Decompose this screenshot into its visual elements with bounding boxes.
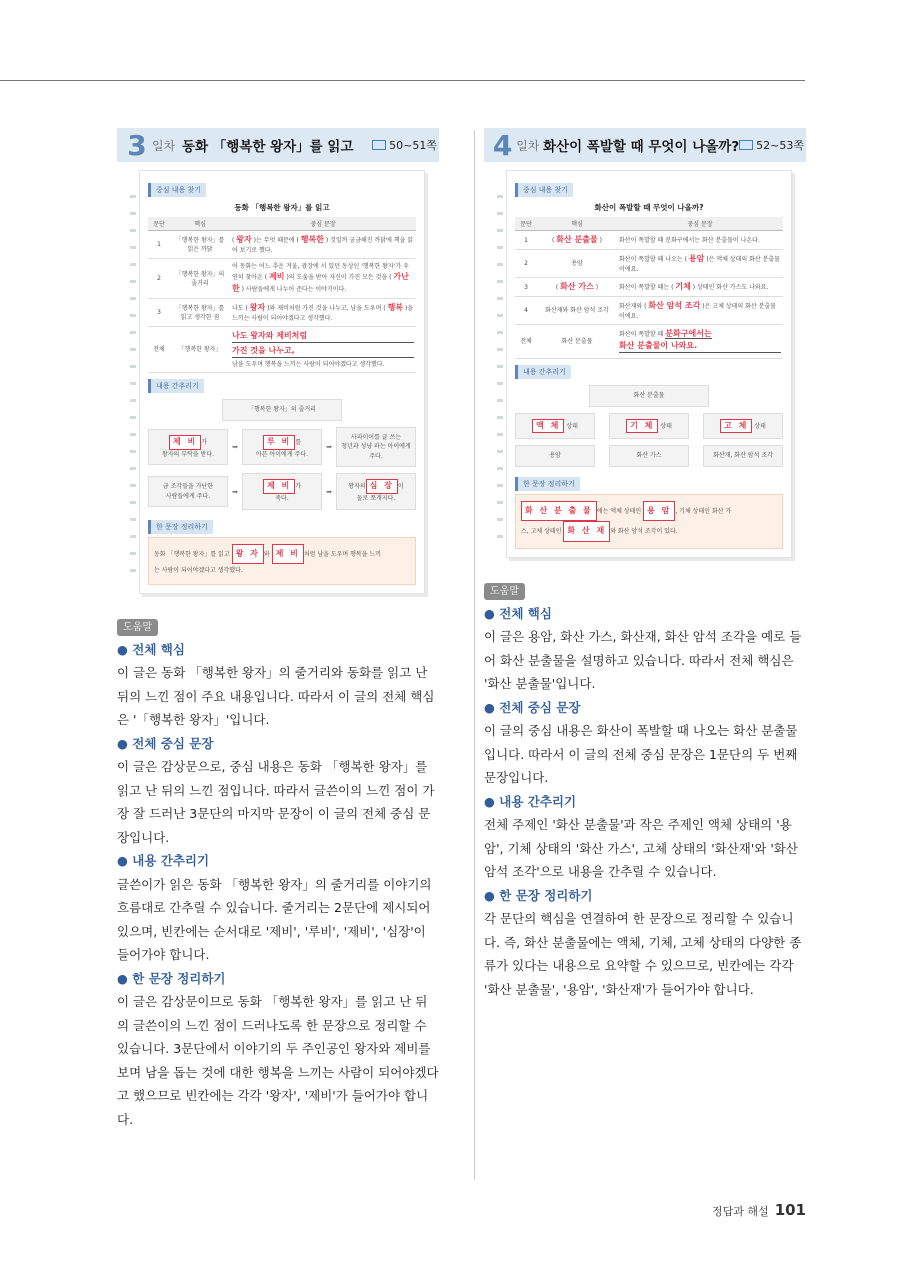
section-tag: 내용 간추리기: [515, 365, 571, 379]
page-reference: 52~53쪽: [739, 137, 804, 153]
state-example: 화산 가스: [609, 445, 689, 467]
table-title: 동화 「행복한 왕자」를 읽고: [234, 203, 330, 212]
help-text: 이 글은 동화 「행복한 왕자」의 줄거리와 동화를 읽고 난 뒤의 느낀 점이 주요 내용입니다. 따라서 이 글의 전체 핵심은 '「행복한 왕자」'입니다.: [117, 665, 435, 728]
column-divider: [474, 130, 475, 1180]
section-tag: 내용 간추리기: [148, 379, 204, 393]
section-tag: 한 문장 정리하기: [515, 477, 580, 491]
help-text: 이 글은 용암, 화산 가스, 화산재, 화산 암석 조각을 예로 들어 화산 분출물을 설명하고 있습니다. 따라서 전체 핵심은 '화산 분출물'입니다.: [484, 629, 802, 692]
help-heading: ● 전체 핵심: [117, 638, 439, 662]
state-box: 기 체 상태: [609, 413, 689, 440]
answer-card: [506, 170, 792, 558]
help-tag: 도움말: [484, 583, 525, 600]
section-tag: 한 문장 정리하기: [148, 520, 213, 534]
section-tag: 중심 내용 찾기: [515, 183, 573, 197]
state-box: 고 체 상태: [703, 413, 783, 440]
one-sentence-box: 화 산 분 출 물 에는 액체 상태인 용 암 , 기체 상태인 화산 가 스, 고체 상태인 화 산 재 와 화산 암석 조각이 있다.: [515, 494, 783, 549]
summary-box: 금 조각들을 가난한 사람들에게 주다.: [148, 476, 228, 507]
table-title: 화산이 폭발할 때 무엇이 나올까?: [594, 203, 704, 212]
summary-box: 사파이어를 글 쓰는 청년과 성냥 파는 아이에게 주다.: [336, 427, 416, 468]
help-text: 전체 주제인 '화산 분출물'과 작은 주제인 액체 상태의 '용암', 기체 상태의 '화산 가스', 고체 상태의 '화산재'와 '화산 암석 조각'으로 내용을 간추릴 수 있습니다.: [484, 817, 798, 880]
summary-topic: 화산 분출물: [589, 385, 709, 407]
book-icon: [739, 140, 753, 150]
help-text: 이 글은 감상문이므로 동화 「행복한 왕자」를 읽고 난 뒤의 글쓴이의 느낀 점이 드러나도록 한 문장으로 정리할 수 있습니다. 3문단에서 이야기의 두 주인공인 왕자와 제비를 보며 남을 돕는 것에 대한 행복을 느끼는 사람이 되어야겠다고 했으므로 빈칸에는 각각 '왕자', '제비'가 들어가야 합니다.: [117, 994, 439, 1127]
page-number: 101: [774, 1201, 806, 1219]
summary-flow: [148, 427, 416, 510]
summary-box: 왕자의 심 장 이 둘로 쪼개지다.: [336, 473, 416, 509]
center-table: 문단 핵심 중심 문장 1 「행복한 왕자」를 읽은 까닭 ( 왕자 )는 무엇 때문에 ( 행복한 ) 것일까 궁금해진 까닭에 책을 읽어 보기로 했다. 2 「행복한 왕자」의 줄거리 어 동화는 어느 추운 겨울, 광장에 서 있던 동상인 '행복한 왕자'가 우연히 찾아온 ( 제비 )의 도움을 받아 자신이 가진 모든 것을 ( 가난한 ) 사람들에게 나누어 준다는 이야기이다. 3 「행복한 왕자」를 읽고 생각한 점 나도 ( 왕자 )와 제비처럼 가진 것을 나누고, 남을 도우며 ( 행복 )을 느끼는 사람이 되어야겠다고 생각했다. 전체 「행복한 왕자」 나도 왕자와 제비처럼 가진 것을 나누고, 남을 도우며 행복을 느끼는 사람이 되어야겠다고 생각했다.: [148, 217, 416, 373]
help-heading: ● 전체 중심 문장: [484, 696, 806, 720]
day-header: [484, 128, 806, 162]
table-row: 전체 「행복한 왕자」 나도 왕자와 제비처럼 가진 것을 나누고, 남을 도우며 행복을 느끼는 사람이 되어야겠다고 생각했다.: [148, 327, 416, 373]
summary-topic: 「행복한 왕자」의 줄거리: [222, 399, 342, 421]
help-text: 이 글의 중심 내용은 화산이 폭발할 때 나오는 화산 분출물입니다. 따라서 이 글의 전체 중심 문장은 1문단의 두 번째 문장입니다.: [484, 723, 798, 786]
arrow-icon: ➡: [232, 487, 238, 496]
left-column: [117, 128, 439, 1131]
arrow-icon: ➡: [326, 487, 332, 496]
day-label: 일차: [516, 138, 540, 153]
help-tag: 도움말: [117, 619, 158, 636]
book-icon: [372, 140, 386, 150]
right-column: [484, 128, 806, 1001]
one-sentence-box: 동화 「행복한 왕자」를 읽고 왕 자 와 제 비 처럼 남을 도우며 행복을 느끼 는 사람이 되어야겠다고 생각했다.: [148, 537, 416, 585]
day-header: [117, 128, 439, 162]
day-label: 일차: [152, 138, 176, 153]
state-grid: [515, 413, 783, 467]
help-heading: ● 내용 간추리기: [117, 849, 439, 873]
arrow-icon: ➡: [326, 442, 332, 451]
help-heading: ● 한 문장 정리하기: [484, 884, 806, 908]
table-row: 1 ( 화산 분출물 ) 화산이 폭발할 때 분화구에서는 화산 분출물이 나온다.: [515, 231, 783, 250]
top-rule: [0, 80, 805, 81]
help-heading: ● 전체 중심 문장: [117, 732, 439, 756]
table-row: 4 화산재와 화산 암석 조각 화산재와 ( 화산 암석 조각 )은 고체 상태의 화산 분출물이에요.: [515, 297, 783, 325]
answer-card: [139, 170, 425, 594]
day-number: 3: [127, 128, 147, 162]
day-number: 4: [492, 128, 513, 162]
state-example: 화산재, 화산 암석 조각: [703, 445, 783, 467]
table-row: 3 「행복한 왕자」를 읽고 생각한 점 나도 ( 왕자 )와 제비처럼 가진 것을 나누고, 남을 도우며 ( 행복 )을 느끼는 사람이 되어야겠다고 생각했다.: [148, 299, 416, 327]
help-heading: ● 한 문장 정리하기: [117, 967, 439, 991]
lesson-title: 동화 「행복한 왕자」를 읽고: [182, 139, 354, 155]
help-heading: ● 전체 핵심: [484, 602, 806, 626]
table-row: 1 「행복한 왕자」를 읽은 까닭 ( 왕자 )는 무엇 때문에 ( 행복한 ) 것일까 궁금해진 까닭에 책을 읽어 보기로 했다.: [148, 231, 416, 259]
help-heading: ● 내용 간추리기: [484, 790, 806, 814]
page-footer: 정답과 해설 101: [712, 1201, 806, 1219]
table-row: 2 「행복한 왕자」의 줄거리 어 동화는 어느 추운 겨울, 광장에 서 있던 동상인 '행복한 왕자'가 우연히 찾아온 ( 제비 )의 도움을 받아 자신이 가진 모든 것을 ( 가난한 ) 사람들에게 나누어 준다는 이야기이다.: [148, 259, 416, 299]
table-row: 전체 화산 분출물 화산이 폭발할 때 분화구에서는 화산 분출물이 나와요.: [515, 325, 783, 359]
state-example: 용암: [515, 445, 595, 467]
section-tag: 중심 내용 찾기: [148, 183, 206, 197]
help-section: [117, 614, 439, 1132]
summary-box: 루 비 를 아픈 아이에게 주다.: [242, 429, 322, 465]
arrow-icon: ➡: [232, 442, 238, 451]
table-row: 3 ( 화산 가스 ) 화산이 폭발할 때는 ( 기체 ) 상태인 화산 가스도 나와요.: [515, 278, 783, 297]
help-text: 이 글은 감상문으로, 중심 내용은 동화 「행복한 왕자」를 읽고 난 뒤의 느낀 점입니다. 따라서 글쓴이의 느낀 점이 가장 잘 드러난 3문단의 마지막 문장이 이 글의 전체 중심 문장입니다.: [117, 759, 435, 845]
lesson-title: 화산이 폭발할 때 무엇이 나올까?: [542, 139, 740, 155]
summary-box: 제 비 가 왕자의 부탁을 받다.: [148, 429, 228, 465]
page-reference: 50~51쪽: [372, 137, 437, 153]
state-box: 액 체 상태: [515, 413, 595, 440]
help-text: 글쓴이가 읽은 동화 「행복한 왕자」의 줄거리를 이야기의 흐름대로 간추릴 수 있습니다. 줄거리는 2문단에 제시되어 있으며, 빈칸에는 순서대로 '제비', '루비', '제비', '심장'이 들어가야 합니다.: [117, 876, 432, 963]
summary-box: 제 비 가 죽다.: [242, 473, 322, 509]
help-section: [484, 578, 806, 1002]
center-table: 문단 핵심 중심 문장 1 ( 화산 분출물 ) 화산이 폭발할 때 분화구에서는 화산 분출물이 나온다. 2 용암 화산이 폭발할 때 나오는 ( 용암 )은 액체 상태의 화산 분출물이에요. 3 ( 화산 가스 ) 화산이 폭발할 때는 ( 기체 ) 상태인 화산 가스도 나와요. 4 화산재와 화산 암석 조각 화산재와 ( 화산 암석 조각 )은 고체 상태의 화산 분출물이에요. 전체 화산 분출물 화산이 폭발할 때 분화구에서는 화산 분출물이 나와요.: [515, 217, 783, 359]
table-row: 2 용암 화산이 폭발할 때 나오는 ( 용암 )은 액체 상태의 화산 분출물이에요.: [515, 250, 783, 278]
help-text: 각 문단의 핵심을 연결하여 한 문장으로 정리할 수 있습니다. 즉, 화산 분출물에는 액체, 기체, 고체 상태의 다양한 종류가 있다는 내용으로 요약할 수 있으므로, 빈칸에는 각각 '화산 분출물', '용암', '화산재'가 들어가야 합니다.: [484, 911, 802, 997]
